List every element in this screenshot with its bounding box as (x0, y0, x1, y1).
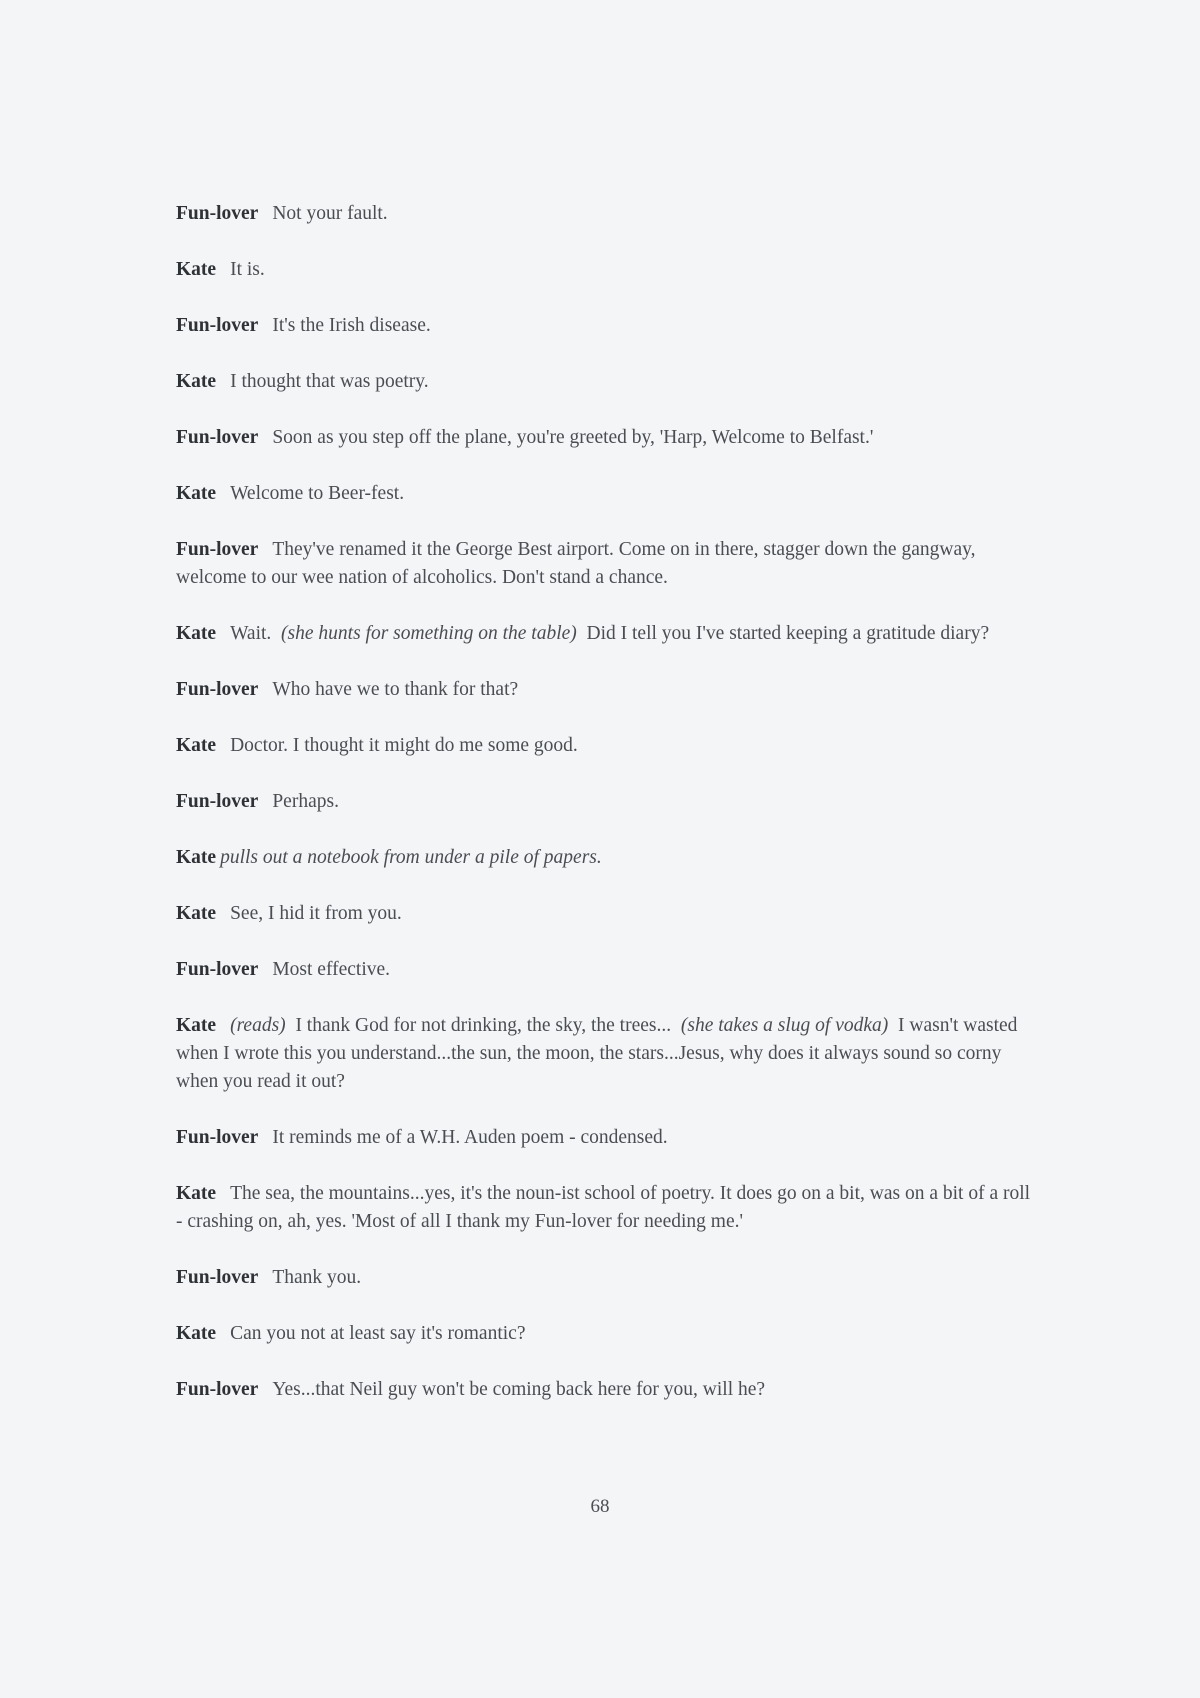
speaker-name: Fun-lover (176, 791, 259, 812)
dialogue-text: Welcome to Beer-fest. (230, 483, 405, 504)
dialogue-text: Can you not at least say it's romantic? (230, 1323, 526, 1344)
dialogue-line (176, 788, 1038, 816)
dialogue-text: It's the Irish disease. (272, 315, 431, 336)
dialogue-text: Doctor. I thought it might do me some good. (230, 735, 578, 756)
dialogue-line (176, 732, 1038, 760)
dialogue-text: It reminds me of a W.H. Auden poem - condensed. (272, 1127, 668, 1148)
dialogue-text: Perhaps. (272, 791, 339, 812)
dialogue-text: Yes...that Neil guy won't be coming back here for you, will he? (272, 1379, 766, 1400)
speaker-name: Fun-lover (176, 1379, 259, 1400)
stage-direction-line (176, 844, 1038, 872)
speaker-name: Kate (176, 1183, 217, 1204)
dialogue-text: They've renamed it the George Best airport. Come on in there, stagger down the gangway, welcome to our wee nation of alcoholics. Don't stand a chance. (176, 539, 976, 588)
dialogue-line (176, 200, 1038, 228)
speaker-name: Fun-lover (176, 203, 259, 224)
speaker-name: Fun-lover (176, 539, 259, 560)
dialogue-line (176, 480, 1038, 508)
dialogue-text: Most effective. (272, 959, 391, 980)
dialogue-line (176, 1124, 1038, 1152)
dialogue-text: Soon as you step off the plane, you're greeted by, 'Harp, Welcome to Belfast.' (272, 427, 874, 448)
speaker-name: Kate (176, 735, 217, 756)
stage-direction: (she takes a slug of vodka) (680, 1015, 889, 1036)
speaker-name: Fun-lover (176, 427, 259, 448)
dialogue-line (176, 312, 1038, 340)
speaker-name: Fun-lover (176, 679, 259, 700)
dialogue-text: Did I tell you I've started keeping a gratitude diary? (586, 623, 990, 644)
speaker-name: Fun-lover (176, 1267, 259, 1288)
speaker-name: Kate (176, 623, 217, 644)
dialogue-line (176, 1376, 1038, 1404)
dialogue-line (176, 676, 1038, 704)
speaker-name: Fun-lover (176, 959, 259, 980)
dialogue-text: I wasn't wasted when I wrote this you understand...the sun, the moon, the stars...Jesus, why does it always sound so corny when you read it out? (176, 1015, 1018, 1092)
dialogue-line (176, 536, 1038, 592)
speaker-name: Kate (176, 903, 217, 924)
page-number: 68 (590, 1496, 610, 1517)
stage-direction: (she hunts for something on the table) (281, 623, 577, 644)
dialogue-line (176, 900, 1038, 928)
dialogue-text: I thank God for not drinking, the sky, the trees... (295, 1015, 672, 1036)
speaker-name: Fun-lover (176, 315, 259, 336)
speaker-name: Kate (176, 259, 217, 280)
dialogue-line (176, 256, 1038, 284)
speaker-name: Kate (176, 1323, 217, 1344)
dialogue-text: Thank you. (272, 1267, 362, 1288)
speaker-name: Kate (176, 847, 217, 868)
stage-direction: pulls out a notebook from under a pile of papers. (220, 847, 602, 868)
speaker-name: Kate (176, 371, 217, 392)
stage-direction: (reads) (230, 1015, 286, 1036)
dialogue-text: The sea, the mountains...yes, it's the noun-ist school of poetry. It does go on a bit, was on a bit of a roll - crashing on, ah, yes. 'Most of all I thank my Fun-lover for needing me.' (176, 1183, 1031, 1232)
speaker-name: Kate (176, 483, 217, 504)
dialogue-line (176, 1012, 1038, 1096)
dialogue-line (176, 424, 1038, 452)
dialogue-line (176, 956, 1038, 984)
speaker-name: Fun-lover (176, 1127, 259, 1148)
dialogue-text: Not your fault. (272, 203, 388, 224)
dialogue-text: See, I hid it from you. (230, 903, 402, 924)
dialogue-text: It is. (230, 259, 265, 280)
script-body (176, 200, 1038, 1432)
speaker-name: Kate (176, 1015, 217, 1036)
dialogue-text: Who have we to thank for that? (272, 679, 519, 700)
dialogue-line (176, 620, 1038, 648)
dialogue-line (176, 1180, 1038, 1236)
dialogue-text: I thought that was poetry. (230, 371, 429, 392)
dialogue-line (176, 368, 1038, 396)
dialogue-line (176, 1320, 1038, 1348)
dialogue-line (176, 1264, 1038, 1292)
dialogue-text: Wait. (230, 623, 272, 644)
